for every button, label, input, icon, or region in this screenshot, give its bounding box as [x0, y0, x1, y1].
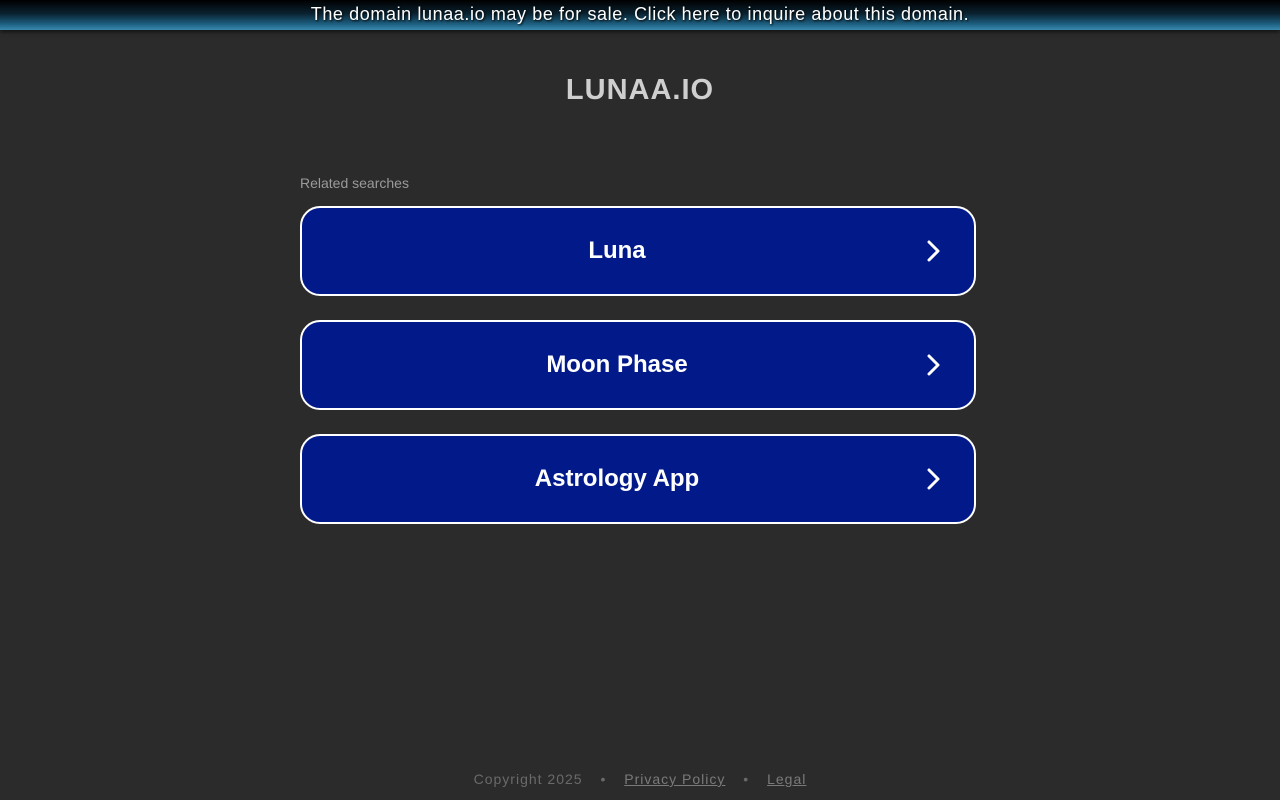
privacy-policy-link[interactable]: Privacy Policy	[624, 771, 726, 787]
related-search-label: Moon Phase	[546, 351, 688, 378]
related-search-button-luna[interactable]	[300, 206, 976, 296]
related-search-button-moon-phase[interactable]	[300, 320, 976, 410]
legal-link[interactable]: Legal	[767, 771, 807, 787]
chevron-right-icon	[922, 354, 944, 376]
related-search-label: Astrology App	[534, 465, 700, 492]
domain-sale-banner-text[interactable]: The domain lunaa.io may be for sale. Click here to inquire about this domain.	[310, 4, 970, 24]
site-title: LUNAA.IO	[565, 74, 715, 106]
chevron-right-icon	[922, 468, 944, 490]
footer	[0, 771, 1280, 787]
related-searches-label: Related searches	[300, 175, 409, 191]
footer-separator: •	[743, 771, 750, 787]
domain-sale-banner[interactable]	[0, 0, 1280, 30]
related-search-button-astrology-app[interactable]	[300, 434, 976, 524]
copyright-text: Copyright 2025	[473, 771, 583, 787]
related-search-label: Luna	[588, 237, 646, 264]
chevron-right-icon	[922, 240, 944, 262]
footer-separator: •	[600, 771, 607, 787]
